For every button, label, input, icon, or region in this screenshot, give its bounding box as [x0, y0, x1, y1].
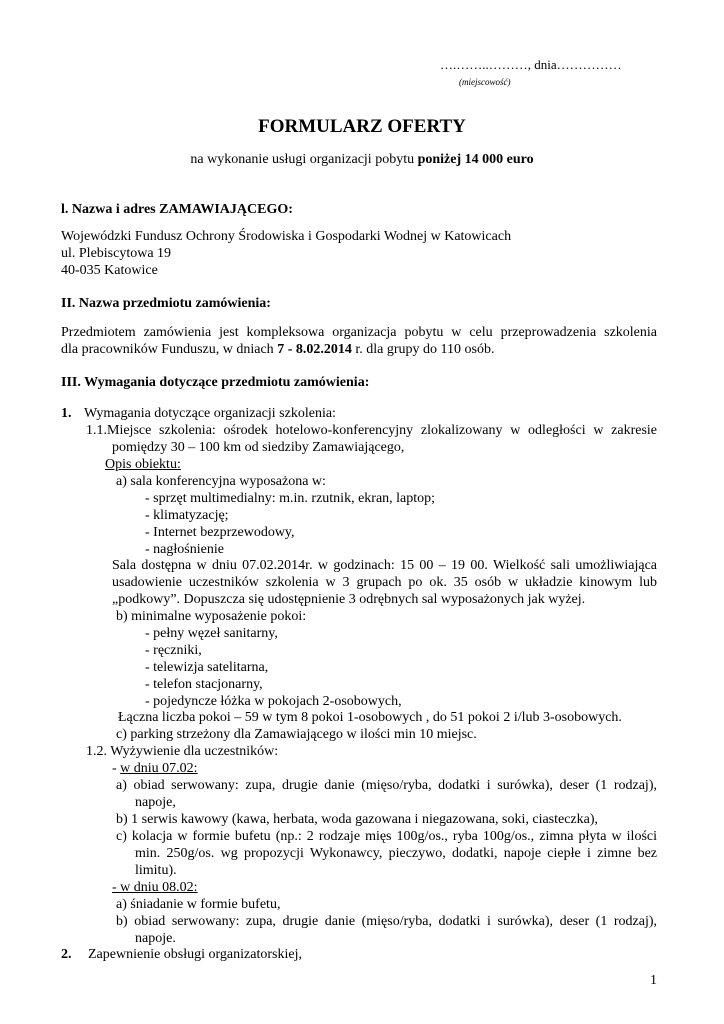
hall-line2: usadowienie uczestników szkolenia w 3 grupach po ok. 35 osób w układzie kinowym lub — [112, 575, 657, 590]
item12-catering: 1.2. Wyżywienie dla uczestników: — [86, 744, 279, 759]
day1-a-line1: a) obiad serwowany: zupa, drugie danie (mięso/ryba, dodatki i surówka), deser (1 rodzaj), — [116, 778, 657, 793]
day1-label — [112, 760, 198, 777]
section1-heading: l. Nazwa i adres ZAMAWIAJĄCEGO: — [61, 202, 293, 217]
subject-line2 — [61, 341, 494, 358]
item2-number: 2. — [61, 947, 72, 962]
item11-line1: 1.1.Miejsce szkolenia: ośrodek hotelowo-konferencyjny zlokalizowany w odległości w zakresie — [86, 423, 657, 438]
page-title: FORMULARZ OFERTY — [258, 116, 466, 137]
day1-a-line2: napoje, — [135, 795, 176, 810]
item11-line2: pomiędzy 30 – 100 km od siedziby Zamawiającego, — [112, 440, 405, 455]
item-a-equipment-3: - Internet bezprzewodowy, — [145, 525, 295, 540]
item-b-room-2: - ręczniki, — [145, 643, 202, 658]
rooms-total: Łączna liczba pokoi – 59 w tym 8 pokoi 1-osobowych , do 51 pokoi 2 i/lub 3-osobowych. — [118, 710, 622, 725]
day1-b: b) 1 serwis kawowy (kawa, herbata, woda gazowana i niegazowana, soki, ciasteczka), — [116, 812, 599, 827]
item-a-equipment-4: - nagłośnienie — [145, 542, 224, 557]
subject-dates: 7 - 8.02.2014 — [277, 342, 352, 357]
client-name: Wojewódzki Fundusz Ochrony Środowiska i Gospodarki Wodnej w Katowicach — [61, 229, 512, 244]
day2-b-line1: b) obiad serwowany: zupa, drugie danie (mięso/ryba, dodatki i surówka), deser (1 rodzaj), — [116, 914, 657, 929]
day2-b-line2: napoje. — [135, 931, 176, 946]
day2-label: - w dniu 08.02: — [112, 880, 198, 895]
item1-number: 1. — [61, 406, 72, 421]
item2-text: Zapewnienie obsługi organizatorskiej, — [88, 947, 302, 962]
item-b-room-4: - telefon stacjonarny, — [145, 677, 263, 692]
day2-a: a) śniadanie w formie bufetu, — [116, 897, 281, 912]
subtitle-text: na wykonanie usługi organizacji pobytu — [190, 152, 418, 167]
subject-line1: Przedmiotem zamówienia jest kompleksowa organizacja pobytu w celu przeprowadzenia szkolenia — [61, 325, 657, 340]
item-a-label: a) sala konferencyjna wyposażona w: — [116, 474, 326, 489]
item-b-label: b) minimalne wyposażenie pokoi: — [116, 609, 307, 624]
section3-heading: III. Wymagania dotyczące przedmiotu zamówienia: — [61, 375, 370, 390]
item-a-equipment-1: - sprzęt multimedialny: m.in. rzutnik, ekran, laptop; — [145, 491, 436, 506]
section2-heading: II. Nazwa przedmiotu zamówienia: — [61, 296, 271, 311]
item-b-room-5: - pojedyncze łóżka w pokojach 2-osobowych, — [145, 694, 402, 709]
item-c-parking: c) parking strzeżony dla Zamawiającego w ilości min 10 miejsc. — [116, 727, 477, 742]
place-date-line: ….……..………, dnia…………… — [440, 57, 622, 72]
subject-line2-prefix: dla pracowników Funduszu, w dniach — [61, 342, 278, 357]
object-description-label: Opis obiektu: — [105, 457, 181, 472]
hall-line1: Sala dostępna w dniu 07.02.2014r. w godzinach: 15 00 – 19 00. Wielkość sali umożliwiająca — [112, 558, 657, 573]
subtitle-bold: poniżej 14 000 euro — [417, 152, 534, 167]
item-b-room-3: - telewizja satelitarna, — [145, 660, 269, 675]
place-caption: (miejscowość) — [459, 77, 511, 87]
page-subtitle — [0, 151, 724, 168]
client-city: 40-035 Katowice — [61, 263, 158, 278]
day1-dash: - — [112, 761, 121, 776]
item1-text: Wymagania dotyczące organizacji szkolenia: — [84, 406, 336, 421]
day1-c-line2: min. 250g/os. wg propozycji Wykonawcy, pieczywo, dodatki, napoje ciepłe i zimne bez — [135, 846, 657, 861]
hall-line3: „podkowy”. Dopuszcza się udostępnienie 3 odrębnych sal wyposażonych jak wyżej. — [112, 592, 586, 607]
client-street: ul. Plebiscytowa 19 — [61, 246, 172, 261]
item-b-room-1: - pełny węzeł sanitarny, — [145, 626, 278, 641]
item-a-equipment-2: - klimatyzację; — [145, 508, 229, 523]
day1-c-line3: limitu). — [135, 863, 177, 878]
day1-date: w dniu 07.02: — [120, 761, 198, 776]
subject-line2-suffix: r. dla grupy do 110 osób. — [351, 342, 495, 357]
day1-c-line1: c) kolacja w formie bufetu (np.: 2 rodzaje mięs 100g/os., ryba 100g/os., zimna płyta w ilości — [116, 829, 657, 844]
page-number: 1 — [650, 973, 657, 988]
